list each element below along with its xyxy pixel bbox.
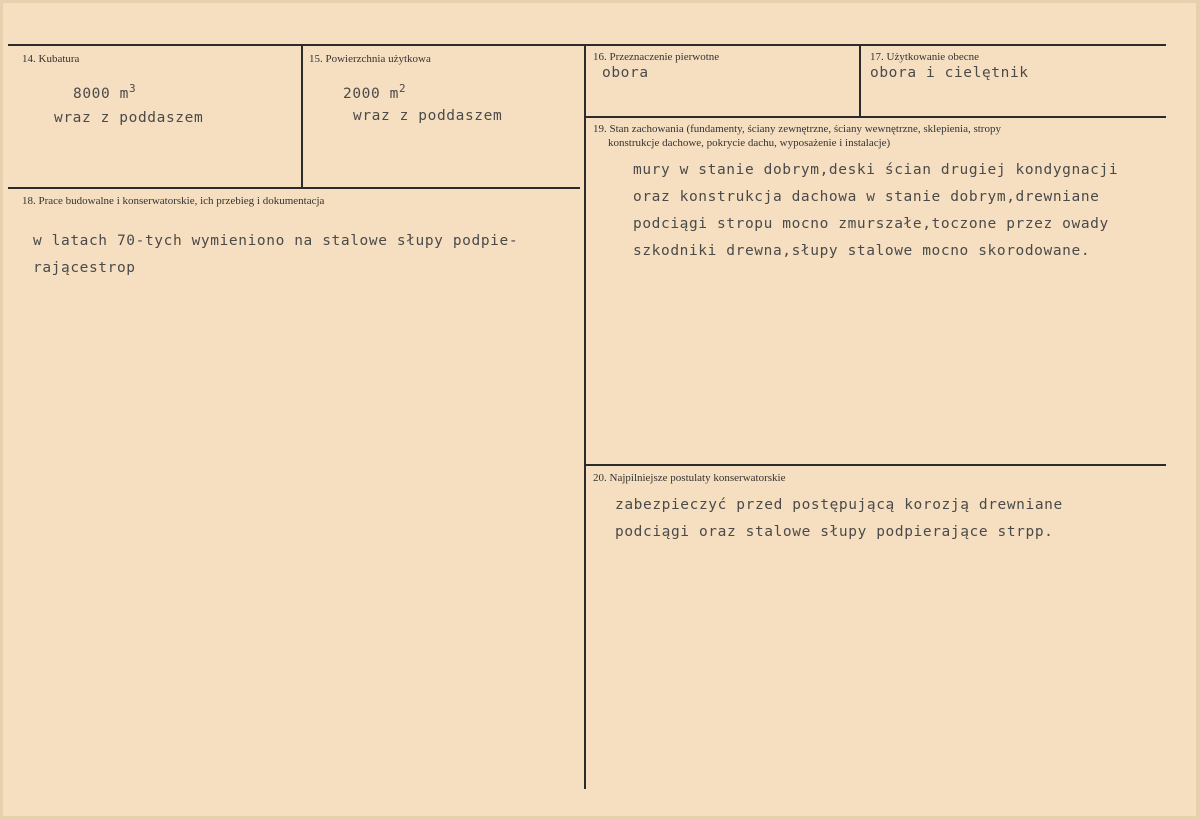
field-15-note: wraz z poddaszem [353,108,503,124]
field-19-line: szkodniki drewna,słupy stalowe mocno skorodowane. [633,243,1091,259]
rule-above-20 [586,464,1166,466]
field-20-line: podciągi oraz stalowe słupy podpierające strpp. [615,524,1054,540]
field-18-label: 18. Prace budowalne i konserwatorskie, ich przebieg i dokumentacja [22,195,325,207]
field-18-line: w latach 70-tych wymieniono na stalowe słupy podpie- [33,233,519,249]
field-14-value [73,82,136,102]
field-18-text [33,228,518,282]
main-divider [584,45,586,789]
field-20-label: 20. Najpilniejsze postulaty konserwatorskie [593,472,786,484]
field-19-text [633,157,1118,265]
field-19-label [593,122,1163,150]
field-14-number: 8000 m [73,85,129,102]
field-16-value: obora [602,65,649,81]
top-rule [8,44,1166,46]
field-20-text [615,492,1063,546]
field-16-label: 16. Przeznaczenie pierwotne [593,51,720,63]
field-19-line: oraz konstrukcja dachowa w stanie dobrym,drewniane [633,189,1100,205]
field-14-label: 14. Kubatura [22,53,80,65]
field-19-label-line: 19. Stan zachowania (fundamenty, ściany zewnętrzne, ściany wewnętrzne, sklepienia, stropy [593,123,1001,135]
field-17-value: obora i cielętnik [870,65,1029,81]
field-15-label: 15. Powierzchnia użytkowa [309,53,431,65]
rule-under-14-15 [8,187,580,189]
field-14-unit-exp: 3 [128,82,137,95]
field-15-unit-exp: 2 [398,82,407,95]
divider-14-15 [301,45,303,188]
divider-16-17 [859,45,861,117]
field-20-line: zabezpieczyć przed postępującą korozją drewniane [615,497,1063,513]
field-15-value [343,82,406,102]
rule-under-16-17 [586,116,1166,118]
field-14-note: wraz z poddaszem [54,110,204,126]
field-17-label: 17. Użytkowanie obecne [870,51,980,63]
field-18-line: rającestrop [33,260,136,276]
field-19-line: podciągi stropu mocno zmurszałe,toczone przez owady [633,216,1109,232]
field-19-label-line: konstrukcje dachowe, pokrycie dachu, wyposażenie i instalacje) [608,137,891,149]
field-15-number: 2000 m [343,85,399,102]
field-19-line: mury w stanie dobrym,deski ścian drugiej kondygnacji [633,162,1119,178]
